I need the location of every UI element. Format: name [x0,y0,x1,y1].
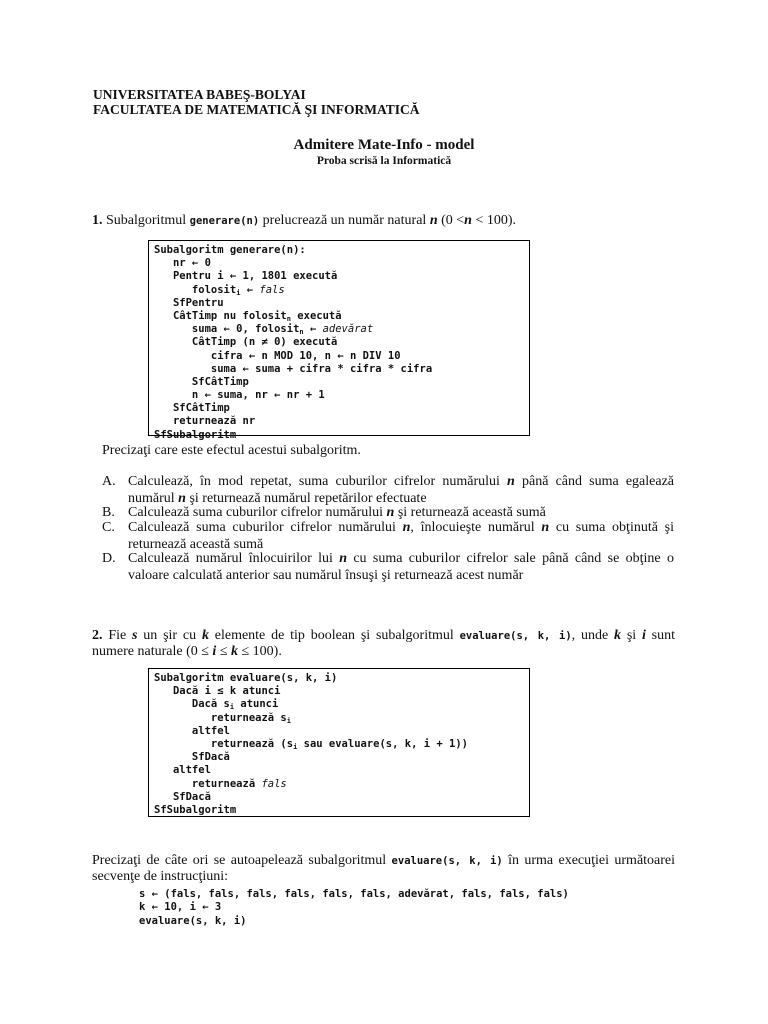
code-line: CâtTimp nu folosit$_n$ execută [154,309,342,323]
code-line: SfCâtTimp [154,375,249,388]
q1-prompt: Precizaţi care este efectul acestui subalgoritm. [102,443,361,458]
q1-range-a: (0 < [441,213,465,228]
code-line: altfel [154,764,211,777]
q1-code-box [148,240,530,441]
option-letter: C. [102,520,115,535]
option-letter: D. [102,551,116,566]
q2-number: 2. [92,628,103,643]
q1-var-n: n [429,213,438,228]
q1-option-b[interactable]: B. Calculează suma cuburilor cifrelor numărului n şi returnează această sumă [102,505,546,520]
q1-text-a: Subalgoritmul [106,213,187,228]
q2-prompt-code: evaluare(s, k, i) [391,855,503,867]
code-line: returnează ($s_i$ sau evaluare(s, k, i + 1)) [154,737,468,751]
q1-text-b: prelucrează un număr natural [262,213,427,228]
q1-option-d[interactable]: D. Calculează numărul înlocuirilor lui n cu suma cuburilor cifrelor sale până când se obţine o valoare calculată anterior sau numărul însuşi şi returnează acest număr [102,551,674,583]
sequence-line: evaluare(s, k, i) [139,914,247,927]
faculty-name: FACULTATEA DE MATEMATICĂ ŞI INFORMATICĂ [93,102,420,117]
q2-statement-line2: numere naturale (0 ≤ i ≤ k ≤ 100). [92,644,282,659]
code-line: suma ← suma + cifra * cifra * cifra [154,362,433,375]
q2-sequence [139,888,569,928]
q1-range-b: < 100). [475,213,517,228]
sequence-line: s ← (fals, fals, fals, fals, fals, fals, adevărat, fals, fals, fals) [139,888,569,900]
q2-prompt-line2: secvenţe de instrucţiuni: [92,869,229,884]
code-line: Dacă $s_i$ atunci [154,698,279,712]
university-name: UNIVERSITATEA BABEŞ-BOLYAI [93,87,306,102]
code-line: returnează fals [154,777,287,790]
code-line: returnează nr [154,415,256,428]
q2-code-name: evaluare(s, k, i) [459,630,572,642]
code-line: CâtTimp (n ≠ 0) execută [154,336,338,349]
q2-prompt-line1: Precizaţi de câte ori se autoapelează subalgoritmul evaluare(s, k, i) în urma execuţiei următoarei [92,853,676,868]
code-line: folosit$_i$ ← fals [154,283,285,297]
q1-number: 1. [92,213,103,228]
code-line: nr ← 0 [154,257,211,270]
q1-range-var: n [464,213,472,228]
sequence-line: k ← 10, i ← 3 [139,901,222,914]
exam-title: Admitere Mate-Info - model [293,137,475,153]
code-line: returnează $s_i$ [154,711,291,725]
code-line: Subalgoritm evaluare(s, k, i) [154,672,338,684]
q1-statement [92,212,516,230]
code-line: SfSubalgoritm [154,803,237,816]
code-line: SfDacă [154,751,230,764]
code-line: Pentru i ← 1, 1801 execută [154,270,338,283]
option-letter: B. [102,505,115,520]
q1-option-c[interactable]: C. Calculează suma cuburilor cifrelor numărului n, înlocuieşte numărul n cu suma obţinută şi returnează această sumă [102,520,674,552]
code-line: Dacă i ≤ k atunci [154,685,281,698]
code-line: SfSubalgoritm [154,428,237,441]
option-letter: A. [102,474,116,489]
code-line: SfCâtTimp [154,402,230,415]
code-line: SfDacă [154,790,211,803]
q2-statement-line1: 2. Fie s un şir cu k elemente de tip boolean şi subalgoritmul evaluare(s, k, i), unde k şi i sunt [92,628,676,643]
code-line: n ← suma, nr ← nr + 1 [154,389,325,402]
q2-code-box [148,668,530,817]
code-line: Subalgoritm generare(n): [154,244,306,256]
code-line: suma ← 0, folosit$_n$ ← adevărat [154,323,374,337]
code-line: altfel [154,724,230,737]
q1-code-name: generare(n) [189,215,260,227]
q1-option-a[interactable]: A. Calculează, în mod repetat, suma cuburilor cifrelor numărului n până când suma egalează numărul n şi returnează numărul repetărilor efectuate [102,474,675,506]
code-line: cifra ← n MOD 10, n ← n DIV 10 [154,349,401,362]
code-line: SfPentru [154,296,224,309]
exam-subtitle: Proba scrisă la Informatică [316,155,452,167]
